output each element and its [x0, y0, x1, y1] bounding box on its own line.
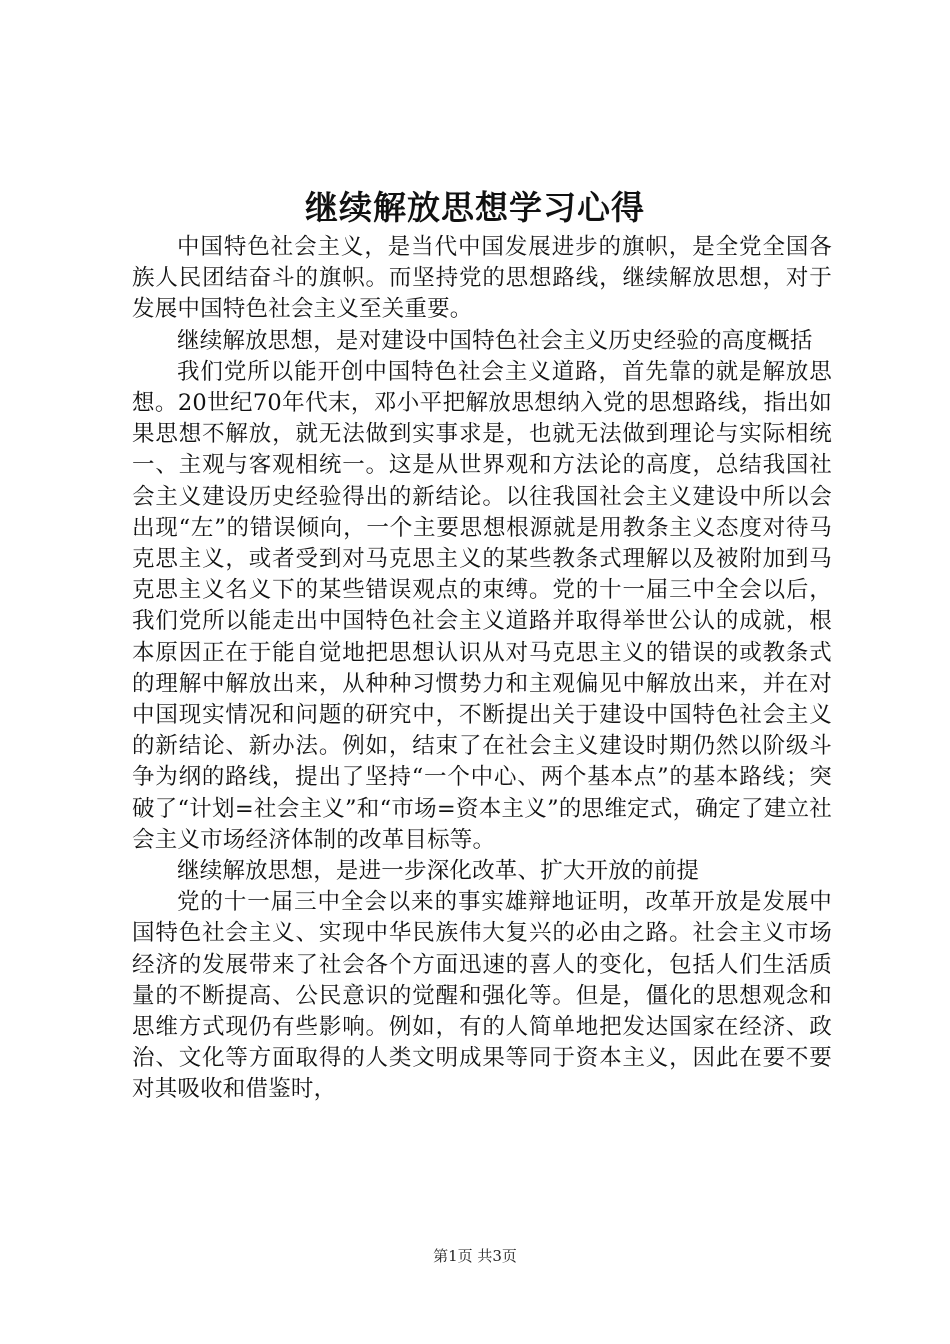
- body-paragraph: 中国特色社会主义，是当代中国发展进步的旗帜，是全党全国各族人民团结奋斗的旗帜。而坚持党的思想路线，继续解放思想，对于发展中国特色社会主义至关重要。: [132, 234, 832, 323]
- section-heading: 继续解放思想，是对建设中国特色社会主义历史经验的高度概括: [177, 327, 813, 354]
- section-heading: 继续解放思想，是进一步深化改革、扩大开放的前提: [177, 858, 700, 885]
- page-number-footer: 第1页 共3页: [433, 1247, 517, 1265]
- document-body: [132, 232, 832, 1106]
- body-paragraph: 党的十一届三中全会以来的事实雄辩地证明，改革开放是发展中国特色社会主义、实现中华民族伟大复兴的必由之路。社会主义市场经济的发展带来了社会各个方面迅速的喜人的变化，包括人们生活质量的不断提高、公民意识的觉醒和强化等。但是，僵化的思想观念和思维方式现仍有些影响。例如，有的人简单地把发达国家在经济、政治、文化等方面取得的人类文明成果等同于资本主义，因此在要不要对其吸收和借鉴时，: [132, 889, 832, 1103]
- body-paragraph: 我们党所以能开创中国特色社会主义道路，首先靠的就是解放思想。20世纪70年代末，邓小平把解放思想纳入党的思想路线，指出如果思想不解放，就无法做到实事求是，也就无法做到理论与实际相统一、主观与客观相统一。这是从世界观和方法论的高度，总结我国社会主义建设历史经验得出的新结论。以往我国社会主义建设中所以会出现“左”的错误倾向，一个主要思想根源就是用教条主义态度对待马克思主义，或者受到对马克思主义的某些教条式理解以及被附加到马克思主义名义下的某些错误观点的束缚。党的十一届三中全会以后，我们党所以能走出中国特色社会主义道路并取得举世公认的成就，根本原因正在于能自觉地把思想认识从对马克思主义的错误的或教条式的理解中解放出来，从种种习惯势力和主观偏见中解放出来，并在对中国现实情况和问题的研究中，不断提出关于建设中国特色社会主义的新结论、新办法。例如，结束了在社会主义建设时期仍然以阶级斗争为纲的路线，提出了坚持“一个中心、两个基本点”的基本路线；突破了“计划=社会主义”和“市场=资本主义”的思维定式，确定了建立社会主义市场经济体制的改革目标等。: [132, 358, 832, 853]
- document-title: 继续解放思想学习心得: [305, 188, 645, 227]
